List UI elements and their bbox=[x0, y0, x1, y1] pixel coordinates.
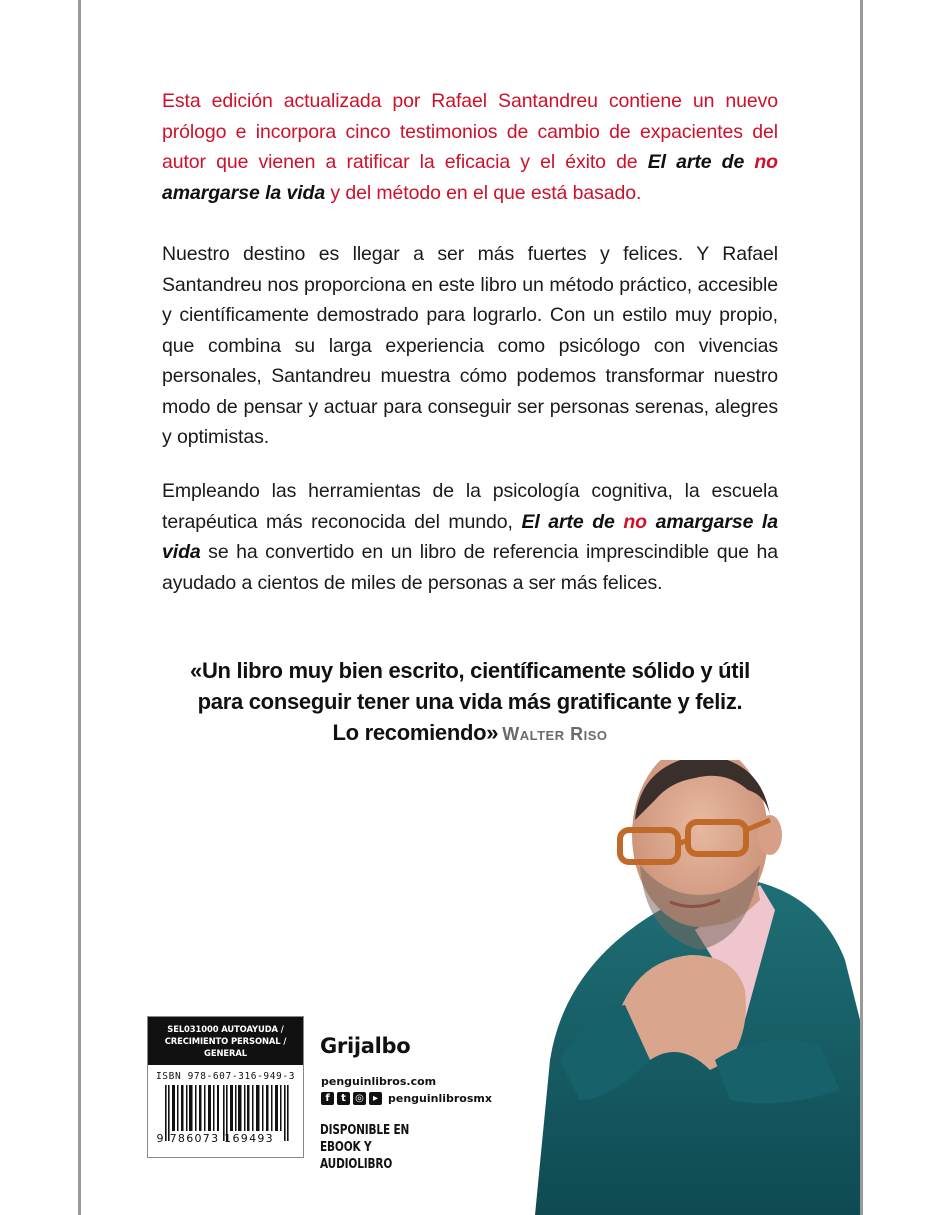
intro-paragraph bbox=[162, 86, 778, 208]
cover-left-edge bbox=[78, 0, 81, 1215]
book-title-part1: El arte de bbox=[647, 151, 755, 173]
instagram-icon[interactable]: ◎ bbox=[353, 1092, 366, 1105]
method-text: Empleando las herramientas de la psicología cognitiva, la escuela terapéutica más reconocida del mundo, bbox=[162, 480, 778, 533]
youtube-icon[interactable]: ▸ bbox=[369, 1092, 382, 1105]
method-text-end: se ha convertido en un libro de referencia imprescindible que ha ayudado a cientos de miles de personas a ser más felices. bbox=[162, 541, 778, 594]
barcode-digits: 9 786073 169493 bbox=[156, 1132, 274, 1145]
book-title-part2: amargarse la vida bbox=[162, 510, 778, 563]
availability-note bbox=[320, 1122, 437, 1173]
isbn-label bbox=[147, 1016, 304, 1158]
book-title-part2: amargarse la vida bbox=[162, 181, 326, 204]
intro-text: Esta edición actualizada por Rafael Santandreu contiene un nuevo prólogo e incorpora cinco testimonios de cambio de expacientes del autor que vienen a ratificar la eficacia y el éxito de bbox=[162, 90, 778, 173]
book-title-no: no bbox=[623, 510, 647, 533]
book-title-no: no bbox=[754, 151, 778, 173]
social-links bbox=[321, 1092, 492, 1105]
quote-line-3: Lo recomiendo» bbox=[332, 720, 499, 745]
author-photo bbox=[520, 760, 860, 1215]
cover-right-edge bbox=[860, 0, 863, 1215]
facebook-icon[interactable]: f bbox=[321, 1092, 334, 1105]
isbn-number: ISBN 978-607-316-949-3 bbox=[155, 1071, 296, 1082]
description-paragraph: Nuestro destino es llegar a ser más fuertes y felices. Y Rafael Santandreu nos proporciona en este libro un método práctico, accesible y científicamente demostrado para lograrlo. Con un estilo muy propio, que combina su larga experiencia como psicólogo con vivencias personales, Santandreu muestra cómo podemos transformar nuestro modo de pensar y actuar para conseguir ser personas serenas, alegres y optimistas. bbox=[162, 243, 778, 448]
bisac-category: SEL031000 AUTOAYUDA / CRECIMIENTO PERSONAL / GENERAL bbox=[148, 1017, 303, 1065]
publisher-logo: Grijalbo bbox=[320, 1034, 411, 1058]
intro-text-end: y del método en el que está basado. bbox=[325, 181, 642, 204]
quote-author: Walter Riso bbox=[502, 724, 608, 744]
quote-line-1: «Un libro muy bien escrito, científicamente sólido y útil bbox=[190, 658, 750, 683]
publisher-website[interactable]: penguinlibros.com bbox=[321, 1075, 437, 1088]
social-handle[interactable]: penguinlibrosmx bbox=[388, 1092, 492, 1105]
twitter-icon[interactable]: t bbox=[337, 1092, 350, 1105]
barcode bbox=[157, 1085, 295, 1143]
endorsement-quote bbox=[160, 655, 780, 750]
book-title-part1: El arte de bbox=[521, 510, 624, 533]
quote-line-2: para conseguir tener una vida más gratificante y feliz. bbox=[197, 689, 743, 714]
availability-text: DISPONIBLE EN EBOOK Y AUDIOLIBRO bbox=[320, 1122, 410, 1172]
method-paragraph bbox=[162, 476, 778, 598]
